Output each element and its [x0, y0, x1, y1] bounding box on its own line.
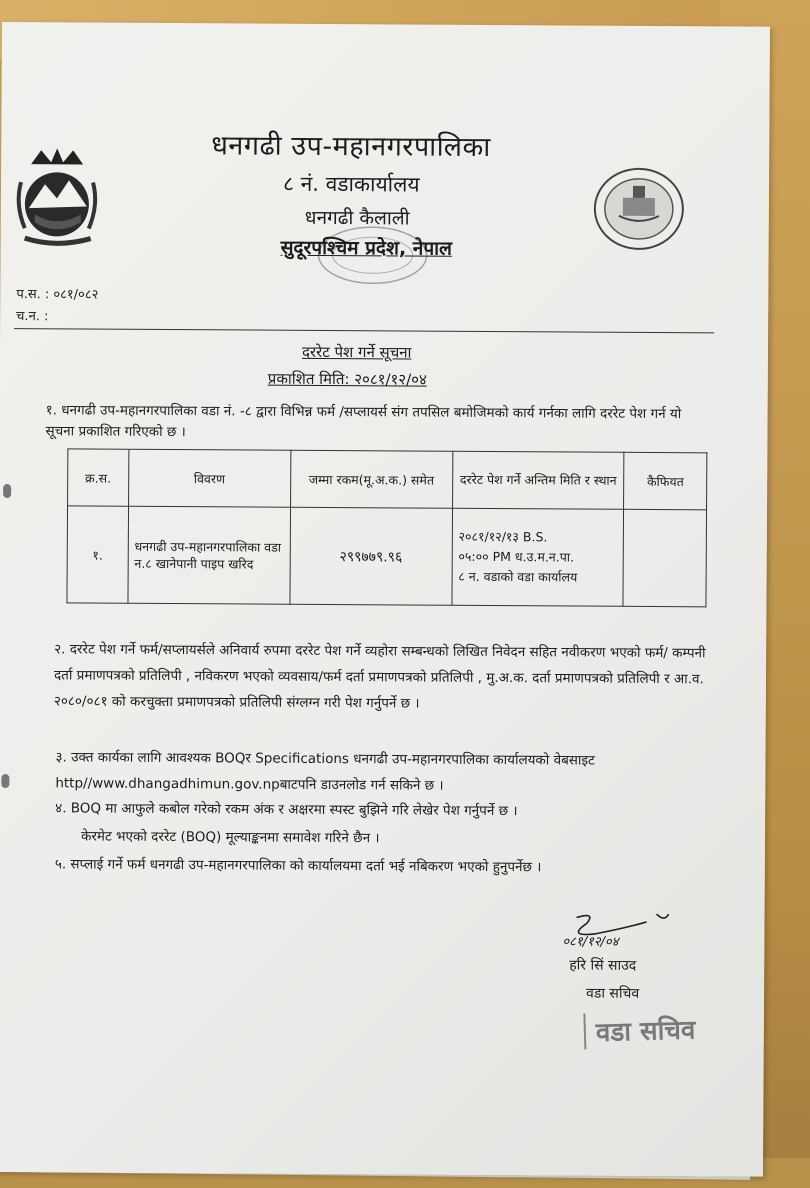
cell-sn: १.	[67, 506, 128, 603]
punch-hole	[1, 774, 9, 788]
ward-secretary-stamp: वडा सचिव	[583, 1010, 695, 1049]
office-location: धनगढी कैलाली	[304, 206, 410, 230]
published-date: प्रकाशित मिति: २०८१/१२/०४	[267, 369, 427, 389]
signature-date: ०८१/१२/०४	[562, 934, 619, 950]
paragraph-5: ५. सप्लाई गर्ने फर्म धनगढी उप-महानगरपालिका को कार्यालयमा दर्ता भई नबिकरण भएको हुनुपर्नेछ ।	[54, 856, 542, 876]
dispatch-number: च.न. :	[16, 309, 49, 325]
col-header-remarks: कैफियत	[624, 452, 707, 510]
paragraph-4-note: केरमेट भएको दररेट (BOQ) मूल्याङ्कनमा समावेश गरिने छैन ।	[80, 828, 380, 847]
signatory-name: हरि सिं साउद	[569, 957, 637, 974]
notice-heading: दररेट पेश गर्ने सूचना	[301, 342, 412, 362]
ward-office: ८ नं. वडाकार्यालय	[282, 171, 420, 197]
rate-table	[66, 448, 707, 607]
punch-hole	[3, 484, 11, 498]
paragraph-1: १. धनगढी उप-महानगरपालिका वडा नं. -८ द्वारा विभिन्न फर्म /सप्लायर्स संग तपसिल बमोजिमको कार्य गर्नका लागि दररेट पेश गर्न यो सूचना प्रकाशित गरिएको छ ।	[45, 402, 682, 441]
col-header-description: विवरण	[128, 449, 290, 507]
paragraph-2: २. दररेट पेश गर्ने फर्म/सप्लायर्सले अनिवार्य रुपमा दररेट पेश गर्ने व्यहोरा सम्बन्धको लिखित निवेदन सहित नवीकरण भएको फर्म/ कम्पनी दर्ता प्रमाणपत्रको प्रतिलिपी , नविकरण भएको व्यवसाय/फर्म दर्ता प्रमाणपत्रको प्रतिलिपी , मु.अ.क. दर्ता प्रमाणपत्रको प्रतिलिपी र आ.व. २०८०/०८१ को करचुक्ता प्रमाणपत्रको प्रतिलिपी संग्लग्न गरी पेश गर्नुपर्ने छ ।	[53, 641, 706, 712]
col-header-sn: क्र.स.	[68, 449, 129, 506]
nepal-emblem-icon	[11, 142, 104, 253]
province-text: सुदूरपश्चिम प्रदेश, नेपाल	[280, 236, 453, 260]
col-header-amount: जम्मा रकम(मू.अ.क.) समेत	[290, 450, 452, 508]
table-row	[67, 506, 707, 607]
deadline-date: २०८१/१२/१३ B.S.	[458, 528, 548, 545]
notice-document	[0, 22, 770, 1177]
col-header-deadline: दररेट पेश गर्ने अन्तिम मिति र स्थान	[452, 451, 624, 509]
cell-description: धनगढी उप-महानगरपालिका वडा न.८ खानेपानी पाइप खरिद	[128, 506, 291, 604]
signatory-title: वडा सचिव	[586, 985, 640, 1002]
header-divider	[14, 328, 714, 333]
reference-number: प.स. : ०८१/०८२	[16, 287, 99, 303]
cell-deadline	[452, 508, 624, 606]
municipality-title: धनगढी उप-महानगरपालिका	[211, 130, 491, 163]
table-header-row	[68, 449, 707, 510]
province-line	[281, 234, 452, 261]
deadline-place: ८ न. वडाको वडा कार्यालय	[458, 568, 578, 585]
paragraph-3: ३. उक्त कार्यका लागि आवश्यक BOQर Specifications धनगढी उप-महानगरपालिका कार्यालयको वेबसाइट http//www.dhangadhimun.gov.npबाटपनि डाउनलोड गर्न सकिने छ ।	[55, 749, 595, 794]
municipality-seal-icon	[589, 164, 690, 255]
deadline-time: ०५:०० PM ध.उ.म.न.पा.	[458, 548, 575, 565]
cell-amount: २९९७७९.९६	[290, 507, 453, 605]
cell-remarks	[623, 509, 706, 607]
paragraph-4: ४. BOQ मा आफुले कबोल गरेको रकम अंक र अक्षरमा स्पस्ट बुझिने गरि लेखेर पेश गर्नुपर्ने छ ।	[55, 800, 518, 820]
